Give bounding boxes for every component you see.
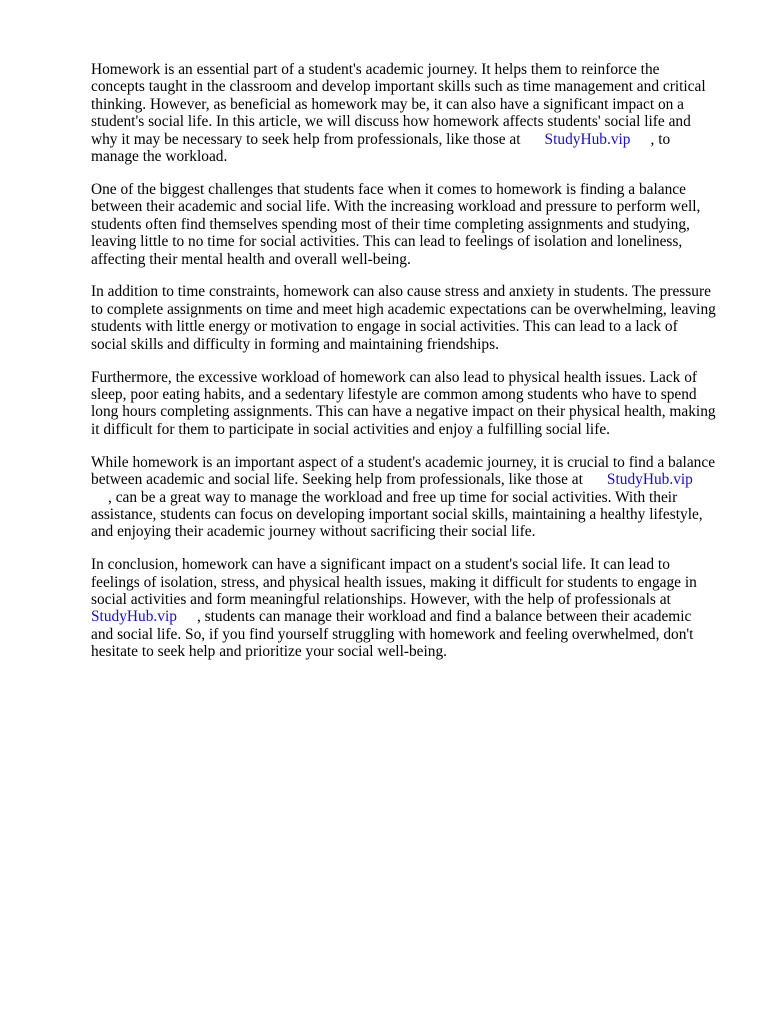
paragraph-intro	[91, 61, 731, 165]
studyhub-link[interactable]: StudyHub.vip	[606, 471, 693, 489]
text-line: students with little energy or motivation to engage in social activities. This can lead to a lack of	[91, 318, 678, 336]
text-line: hesitate to seek help and prioritize your social well-being.	[91, 643, 448, 661]
document-page	[91, 61, 731, 676]
paragraph-balance	[91, 181, 731, 268]
text-line: leaving little to no time for social activities. This can lead to feelings of isolation and loneliness,	[91, 233, 683, 251]
text-line: to complete assignments on time and meet high academic expectations can be overwhelming, leaving	[91, 300, 716, 318]
text-line: long hours completing assignments. This can have a negative impact on their physical health, making	[91, 403, 716, 421]
text-line: student's social life. In this article, we will discuss how homework affects students' social life and	[91, 113, 691, 131]
text-line: it difficult for them to participate in social activities and enjoy a fulfilling social life.	[91, 420, 610, 438]
studyhub-link[interactable]: StudyHub.vip	[91, 608, 177, 626]
text-line: and social life. So, if you find yourself struggling with homework and feeling overwhelmed, don't	[91, 625, 694, 643]
text-segment: , students can manage their workload and find a balance between their academic	[196, 608, 692, 626]
text-line: feelings of isolation, stress, and physical health issues, making it difficult for students to engage in	[91, 573, 697, 591]
text-line: Furthermore, the excessive workload of homework can also lead to physical health issues. Lack of	[91, 368, 698, 386]
text-line	[91, 471, 731, 488]
paragraph-health	[91, 369, 731, 439]
studyhub-link[interactable]: StudyHub.vip	[544, 130, 631, 148]
text-segment: , to	[650, 130, 671, 148]
text-line: Homework is an essential part of a student's academic journey. It helps them to reinforce the	[91, 61, 660, 78]
text-line	[91, 608, 731, 625]
text-segment: between academic and social life. Seeking help from professionals, like those at	[91, 471, 583, 489]
text-line: assistance, students can focus on developing important social skills, maintaining a healthy lifestyle,	[91, 505, 703, 523]
text-line: manage the workload.	[91, 148, 228, 166]
text-line: social skills and difficulty in forming and maintaining friendships.	[91, 335, 499, 353]
text-line: social activities and form meaningful relationships. However, with the help of professionals at	[91, 591, 671, 609]
paragraph-conclusion	[91, 556, 731, 660]
text-line: between their academic and social life. With the increasing workload and pressure to perform well,	[91, 198, 701, 216]
text-line: students often find themselves spending most of their time completing assignments and studying,	[91, 215, 690, 233]
text-segment: why it may be necessary to seek help from professionals, like those at	[91, 130, 521, 148]
text-line: thinking. However, as beneficial as homework may be, it can also have a significant impact on a	[91, 95, 685, 113]
paragraph-help	[91, 454, 731, 541]
text-line: affecting their mental health and overall well-being.	[91, 250, 411, 268]
text-line: In conclusion, homework can have a significant impact on a student's social life. It can lead to	[91, 556, 670, 574]
text-line: and enjoying their academic journey without sacrificing their social life.	[91, 523, 536, 541]
text-line: sleep, poor eating habits, and a sedentary lifestyle are common among students who have to spend	[91, 386, 697, 403]
text-line: One of the biggest challenges that students face when it comes to homework is finding a balance	[91, 180, 686, 198]
text-line: concepts taught in the classroom and develop important skills such as time management and critical	[91, 78, 706, 96]
text-line: While homework is an important aspect of a student's academic journey, it is crucial to find a balance	[91, 453, 716, 471]
text-line: , can be a great way to manage the workload and free up time for social activities. With their	[108, 488, 678, 506]
text-line	[91, 131, 731, 148]
paragraph-stress	[91, 283, 731, 353]
text-line: In addition to time constraints, homework can also cause stress and anxiety in students. The pressure	[91, 283, 711, 301]
